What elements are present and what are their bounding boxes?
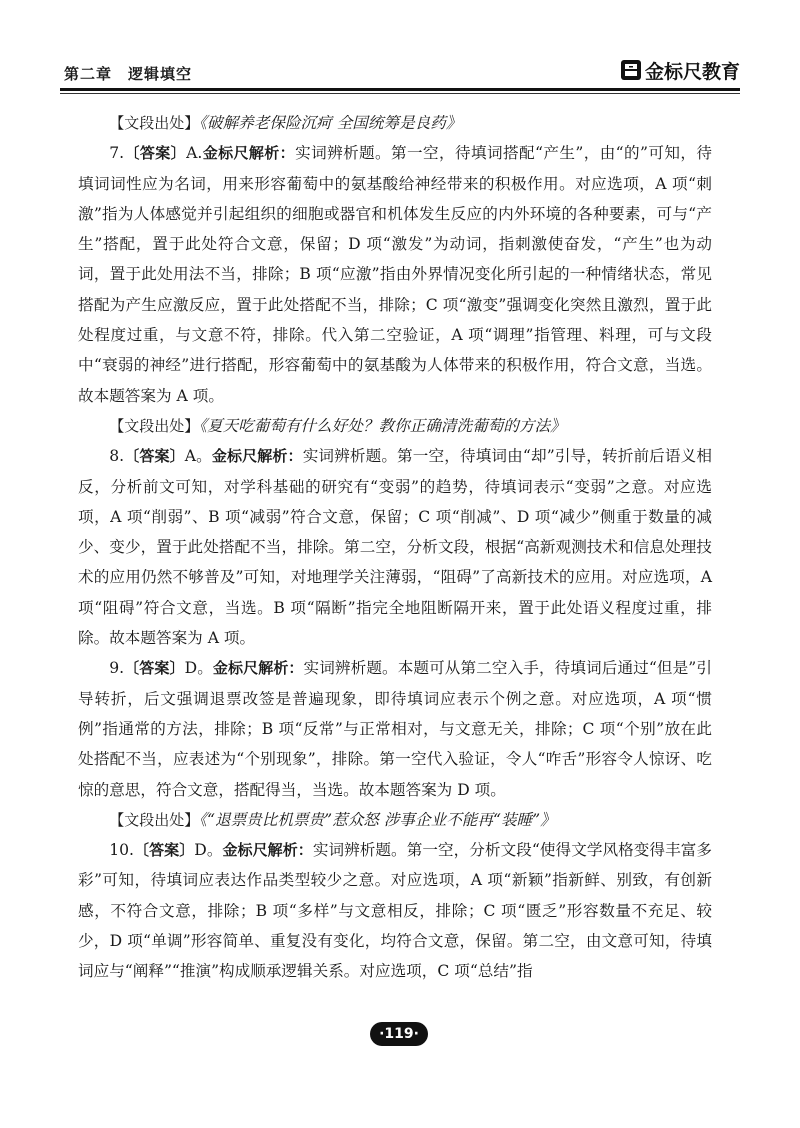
answer-label: 〔答案〕 [124, 144, 187, 163]
question-number: 10. [109, 841, 134, 860]
source-line [78, 108, 712, 138]
answer-label: 〔答案〕 [124, 447, 185, 466]
analysis-label: 金标尺解析： [211, 447, 303, 466]
page-number: ·119· [370, 1022, 428, 1046]
answer-paragraph-10 [78, 835, 712, 986]
page-content [78, 108, 712, 987]
question-number: 9. [109, 659, 125, 678]
answer-choice: A。 [184, 447, 212, 466]
chapter-title: 第二章 逻辑填空 [64, 65, 193, 83]
analysis-text: 实词辨析题。第一空，待填词搭配“产生”，由“的”可知，待填词词性应为名词，用来形容葡萄中的氨基酸给神经带来的积极作用。对应选项，A 项“刺激”指为人体感觉并引起组织的细胞或器官和机体发生反应的内外环境的各种要素，可与“产生”搭配，置于此处符合文意，保留；D 项“激发”为动词，指刺激使奋发，“产生”也为动词，置于此处用法不当，排除；B 项“应激”指由外界情况变化所引起的一种情绪状态，常见搭配为产生应激反应，置于此处搭配不当，排除；C 项“激变”强调变化突然且激烈，置于此处程度过重，与文意不符，排除。代入第二空验证，A 项“调理”指管理、料理，可与文段中“衰弱的神经”进行搭配，形容葡萄中的氨基酸为人体带来的积极作用，符合文意，当选。故本题答案为 A 项。 [78, 144, 712, 405]
question-number: 7. [109, 144, 125, 163]
header-rule [60, 88, 740, 91]
answer-choice: D。 [184, 659, 213, 678]
analysis-text: 实词辨析题。第一空，分析文段“使得文学风格变得丰富多彩”可知，待填词应表达作品类型较少之意。对应选项，A 项“新颖”指新鲜、别致，有创新感，不符合文意，排除；B 项“多样”与文意相反，排除；C 项“匮乏”形容数量不充足、较少，D 项“单调”形容简单、重复没有变化，均符合文意，保留。第二空，由文意可知，待填词应与“阐释”“推演”构成顺承逻辑关系。对应选项，C 项“总结”指 [78, 841, 712, 981]
answer-paragraph-9 [78, 653, 712, 804]
answer-choice: A. [186, 144, 203, 163]
brand-name: 金标尺教育 [644, 60, 740, 83]
source-title: 《破解养老保险沉疴 全国统筹是良药》 [199, 114, 462, 132]
analysis-text: 实词辨析题。本题可从第二空入手，待填词后通过“但是”引导转折，后文强调退票改签是普遍现象，即待填词应表示个例之意。对应选项，A 项“惯例”指通常的方法，排除；B 项“反常”与正常相对，与文意无关，排除；C 项“个别”放在此处搭配不当，应表述为“个别现象”，排除。第一空代入验证，令人“咋舌”形容令人惊讶、吃惊的意思，符合文意，搭配得当，当选。故本题答案为 D 项。 [78, 659, 712, 799]
analysis-label: 金标尺解析： [222, 841, 313, 860]
source-label: 【文段出处】 [109, 416, 200, 435]
source-title: 《夏天吃葡萄有什么好处？教你正确清洗葡萄的方法》 [199, 416, 566, 435]
header-rule-thin [60, 93, 740, 94]
answer-label: 〔答案〕 [124, 659, 185, 678]
analysis-text: 实词辨析题。第一空，待填词由“却”引导，转折前后语义相反，分析前文可知，对学科基础的研究有“变弱”的趋势，待填词表示“变弱”之意。对应选项，A 项“削弱”、B 项“减弱”符合文意，保留；C 项“削减”、D 项“减少”侧重于数量的减少、变少，置于此处搭配不当，排除。第二空，分析文段，根据“高新观测技术和信息处理技术的应用仍然不够普及”可知，对地理学关注薄弱，“阻碍”了高新技术的应用。对应选项，A 项“阻碍”符合文意，当选。B 项“隔断”指完全地阻断隔开来，置于此处语义程度过重，排除。故本题答案为 A 项。 [78, 447, 712, 648]
question-number: 8. [109, 447, 125, 466]
brand-icon [620, 59, 642, 81]
analysis-label: 金标尺解析： [212, 659, 304, 678]
source-title: 《“退票贵比机票贵”惹众怒 涉事企业不能再“装睡”》 [199, 810, 556, 829]
analysis-label: 金标尺解析： [202, 144, 296, 163]
page-header [60, 55, 740, 87]
source-label: 【文段出处】 [109, 114, 200, 132]
answer-paragraph-7 [78, 138, 712, 411]
answer-paragraph-8 [78, 441, 712, 653]
source-line [78, 805, 712, 835]
brand-logo [620, 57, 740, 83]
source-label: 【文段出处】 [109, 810, 200, 829]
answer-choice: D。 [194, 841, 223, 860]
source-line [78, 411, 712, 441]
answer-label: 〔答案〕 [134, 841, 195, 860]
